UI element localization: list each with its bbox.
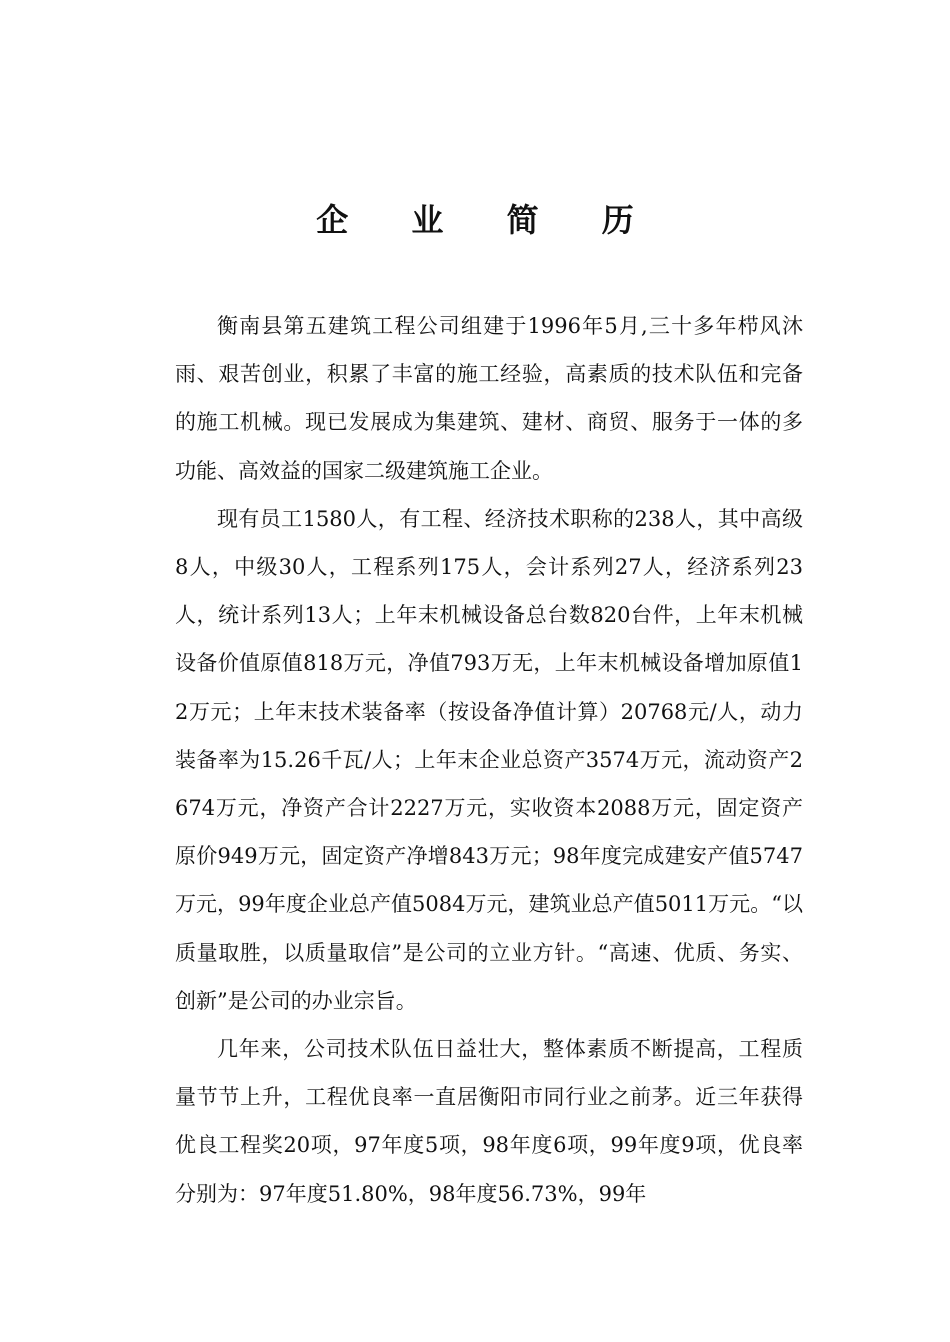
document-body [175, 302, 803, 1218]
paragraph-company-founding: 衡南县第五建筑工程公司组建于1996年5月,三十多年栉风沐雨、艰苦创业，积累了丰富的施工经验，高素质的技术队伍和完备的施工机械。现已发展成为集建筑、建材、商贸、服务于一体的多功能、高效益的国家二级建筑施工企业。 [175, 314, 803, 483]
paragraph-staff-and-assets: 现有员工1580人，有工程、经济技术职称的238人，其中高级8人，中级30人，工程系列175人，会计系列27人，经济系列23人，统计系列13人；上年末机械设备总台数820台件，上年末机械设备价值原值818万元，净值793万无，上年末机械设备增加原值12万元；上年末技术装备率（按设备净值计算）20768元/人，动力装备率为15.26千瓦/人；上年末企业总资产3574万元，流动资产2674万元，净资产合计2227万元，实收资本2088万元，固定资产原价949万元，固定资产净增843万元；98年度完成建安产值5747万元，99年度企业总产值5084万元，建筑业总产值5011万元。“以质量取胜，以质量取信”是公司的立业方针。“高速、优质、务实、创新”是公司的办业宗旨。 [175, 506, 803, 1013]
document-title: 企 业 简 历 [316, 201, 660, 240]
paragraph-quality-record: 几年来，公司技术队伍日益壮大，整体素质不断提高，工程质量节节上升，工程优良率一直居衡阳市同行业之前茅。近三年获得优良工程奖20项，97年度5项，98年度6项，99年度9项，优良率分别为：97年度51.80%，98年度56.73%，99年 [175, 1037, 803, 1206]
